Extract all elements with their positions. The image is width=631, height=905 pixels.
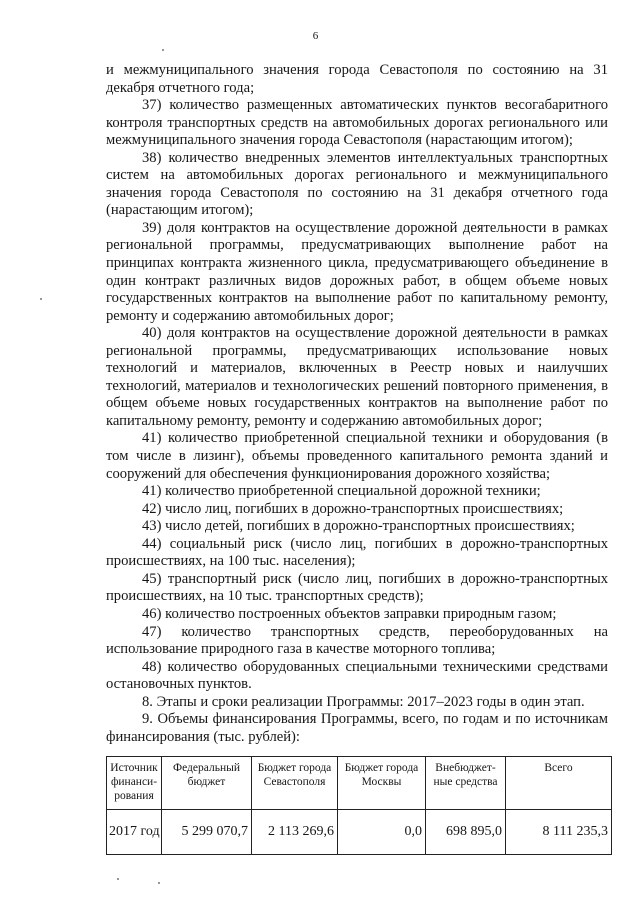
header-federal-budget: Федеральный бюджет <box>162 757 252 810</box>
scan-speck <box>40 298 42 300</box>
paragraph-item-45: 45) транспортный риск (число лиц, погибших в дорожно-транспортных происшествиях, на 10 тыс. транспортных средств); <box>106 570 608 605</box>
table-row <box>107 810 612 855</box>
header-sevastopol-budget: Бюджет города Севастополя <box>252 757 338 810</box>
cell-extrabudgetary: 698 895,0 <box>426 810 506 855</box>
paragraph-item-41b: 41) количество приобретенной специальной дорожной техники; <box>142 483 541 500</box>
paragraph-item-46: 46) количество построенных объектов заправки природным газом; <box>142 605 557 622</box>
paragraph-item-48: 48) количество оборудованных специальными техническими средствами остановочных пунктов. <box>106 658 608 693</box>
paragraph-item-40: 40) доля контрактов на осуществление дорожной деятельности в рамках региональной программы, предусматривающих использование новых технологий и материалов, включенных в Реестр новых и наилучших технологий, материалов и технологических решений повторного применения, в общем объеме новых государственных контрактов на выполнение работ по капитальному ремонту, ремонту и содержанию автомобильных дорог; <box>106 325 608 429</box>
paragraph-item-38: 38) количество внедренных элементов интеллектуальных транспортных систем на автомобильных дорогах регионального и межмуниципального значения города Севастополя по состоянию на 31 декабря отчетного года (нарастающим итогом); <box>106 149 608 219</box>
paragraph-item-42: 42) число лиц, погибших в дорожно-транспортных происшествиях; <box>142 500 564 517</box>
paragraph-item-43: 43) число детей, погибших в дорожно-транспортных происшествиях; <box>142 518 575 535</box>
cell-federal: 5 299 070,7 <box>162 810 252 855</box>
header-extrabudgetary: Внебюджет-ные средства <box>426 757 506 810</box>
header-total: Всего <box>506 757 612 810</box>
paragraph-section-9: 9. Объемы финансирования Программы, всего, по годам и по источникам финансирования (тыс. рублей): <box>106 711 608 745</box>
cell-year: 2017 год <box>107 810 162 855</box>
header-source: Источник финанси-рования <box>107 757 162 810</box>
paragraph-item-47: 47) количество транспортных средств, переоборудованных на использование природного газа в качестве моторного топлива; <box>106 623 608 658</box>
table-header-row <box>107 757 612 810</box>
paragraph-item-39: 39) доля контрактов на осуществление дорожной деятельности в рамках региональной программы, предусматривающих выполнение работ на принципах контракта жизненного цикла, предусматривающего объединение в один контракт различных видов дорожных работ, в общем объеме новых государственных контрактов на выполнение работ по капитальному ремонту, ремонту и содержанию автомобильных дорог; <box>106 219 608 324</box>
paragraph-continuation: и межмуниципального значения города Севастополя по состоянию на 31 декабря отчетного года; <box>106 62 608 96</box>
document-body <box>106 62 608 746</box>
paragraph-section-8: 8. Этапы и сроки реализации Программы: 2017–2023 годы в один этап. <box>142 693 585 710</box>
paragraph-item-41a: 41) количество приобретенной специальной техники и оборудования (в том числе в лизинг), объемы проведенного капитального ремонта зданий и сооружений для обеспечения функционирования дорожного хозяйства; <box>106 430 608 482</box>
cell-total: 8 111 235,3 <box>506 810 612 855</box>
page-number: 6 <box>312 30 319 42</box>
cell-moscow: 0,0 <box>338 810 426 855</box>
paragraph-item-44: 44) социальный риск (число лиц, погибших в дорожно-транспортных происшествиях, на 100 тыс. населения); <box>106 535 608 570</box>
scan-speck <box>162 49 164 51</box>
scan-speck <box>117 878 119 880</box>
cell-sevastopol: 2 113 269,6 <box>252 810 338 855</box>
header-moscow-budget: Бюджет города Москвы <box>338 757 426 810</box>
scan-speck <box>158 882 160 884</box>
financing-table <box>106 756 612 855</box>
paragraph-item-37: 37) количество размещенных автоматических пунктов весогабаритного контроля транспортных средств на автомобильных дорогах регионального или межмуниципального значения города Севастополя (нарастающим итогом); <box>106 97 608 149</box>
